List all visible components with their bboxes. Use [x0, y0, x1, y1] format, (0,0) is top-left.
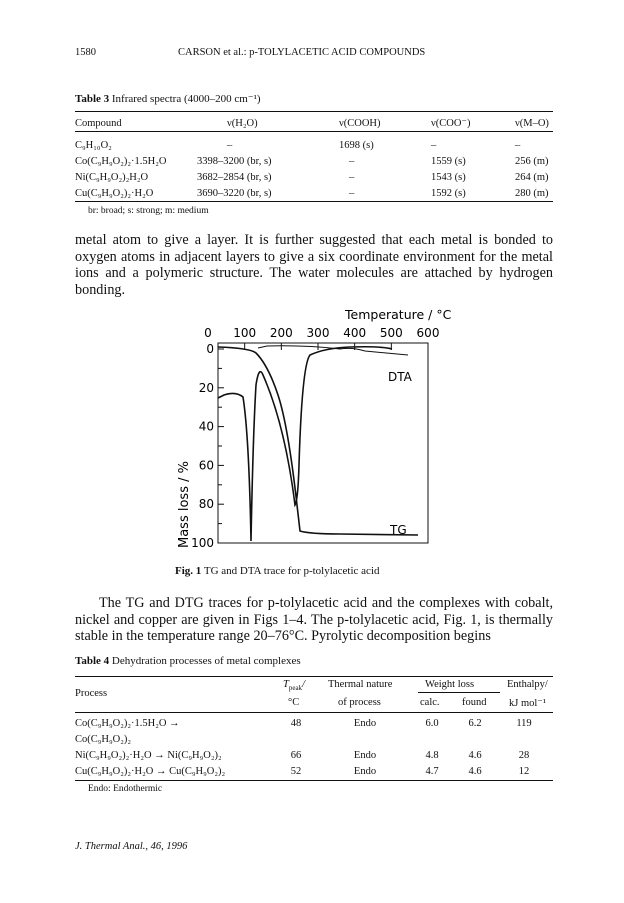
- table4-caption-text: Dehydration processes of metal complexes: [111, 655, 301, 667]
- table4-header-calc: calc.: [420, 697, 440, 708]
- table3-cell: 3690–3220 (br, s): [197, 187, 272, 199]
- temperature-tick-label: 100: [233, 326, 257, 340]
- table4-process-line: Co(C₉H₉O₂)₂·1.5H₂O →: [75, 718, 180, 729]
- table3-footnote: br: broad; s: strong; m: medium: [88, 206, 209, 216]
- table3-header-cell: ν(M–O): [515, 117, 549, 129]
- table3-header-cell: ν(COOH): [339, 117, 381, 129]
- table4-cell: Endo: [353, 718, 377, 729]
- table3-caption: [75, 92, 261, 105]
- weight-loss-rule: [418, 692, 500, 693]
- table4-label: Table 4: [75, 655, 110, 667]
- table4-cell: Endo: [353, 750, 377, 761]
- body-paragraph: metal atom to give a layer. It is further suggested that each metal is bonded to oxygen atoms in adjacent layers to give a six coordinate environment for the metal ions and a polymeric structure. The water molecules are attached by hydrogen bonding.: [75, 232, 553, 298]
- table4-header-tpeak: $T_{peak}/$: [283, 679, 305, 693]
- table3-caption-text: Infrared spectra (4000–200 cm⁻¹): [111, 93, 261, 105]
- table4-cell: 48: [290, 718, 302, 729]
- table3-cell: –: [349, 187, 355, 199]
- table3-cell: –: [515, 139, 521, 151]
- table4-cell: Endo: [353, 766, 377, 777]
- table4-cell: 4.8: [425, 750, 439, 761]
- table3-header-cell: ν(COO⁻): [431, 118, 471, 129]
- temperature-axis-title: Temperature / °C: [345, 307, 452, 322]
- table4-header-rule: [75, 712, 553, 713]
- temperature-tick-label: 300: [306, 326, 330, 340]
- temperature-tick-label: 500: [379, 326, 403, 340]
- table3-cell: Co(C₉H₉O₂)₂·1.5H₂O: [75, 155, 167, 167]
- table4-top-rule: [75, 676, 553, 677]
- mass-tick-labels: [191, 342, 214, 550]
- temperature-tick-label: 400: [343, 326, 367, 340]
- table3-cell: –: [227, 139, 233, 151]
- body-paragraph: The TG and DTG traces for p-tolylacetic acid and the complexes with cobalt, nickel and copper are given in Figs 1–4. The p-tolylacetic acid, Fig. 1, is thermally stable in the temperature range 20–76°C. Pyrolytic decomposition begins: [75, 595, 553, 645]
- table4-bottom-rule: [75, 780, 553, 781]
- table4-col-enthalpy: [512, 716, 536, 780]
- mass-tick-label: 60: [198, 458, 214, 473]
- table3-cell: 256 (m): [515, 155, 549, 167]
- table3-cell: Cu(C₉H₉O₂)₂·H₂O: [75, 187, 154, 199]
- table4-col-found: [463, 716, 487, 780]
- table3-cell: 280 (m): [515, 187, 549, 199]
- table4-header-weight: Weight loss: [425, 679, 475, 690]
- temperature-tick-label: 200: [269, 326, 293, 340]
- figure-caption-text: TG and DTA trace for p-tolylacetic acid: [203, 565, 380, 577]
- table3-cell: C₉H₁₀O₂: [75, 139, 112, 151]
- table4-cell: 4.6: [468, 766, 482, 777]
- table4-cell-process: [75, 716, 225, 780]
- table4-header-process: Process: [75, 688, 108, 699]
- temperature-tick-label: 0: [204, 326, 212, 340]
- table3-cell: 1559 (s): [431, 155, 466, 167]
- table4-cell: 6.2: [468, 718, 482, 729]
- table-row: [75, 169, 553, 185]
- temperature-tick-label: 600: [416, 326, 440, 340]
- table3-header-cell: ν(H₂O): [227, 117, 258, 129]
- table3-cell: –: [349, 171, 355, 183]
- table4-process-line: Co(C₉H₉O₂)₂: [75, 734, 132, 745]
- table3-cell: 264 (m): [515, 171, 549, 183]
- mass-tick-label: 40: [198, 419, 214, 434]
- table4-process-line: Cu(C₉H₉O₂)₂·H₂O → Cu(C₉H₉O₂)₂: [75, 766, 226, 777]
- mass-tick-label: 80: [198, 497, 214, 512]
- dta-curve: [218, 347, 392, 541]
- table4-cell: 66: [290, 750, 302, 761]
- figure-1: [160, 305, 460, 562]
- page-number: 1580: [75, 47, 96, 58]
- table4-cell: 12: [518, 766, 530, 777]
- table3-cell: 3398–3200 (br, s): [197, 155, 272, 167]
- table4-cell: 28: [518, 750, 530, 761]
- table3-cell: 3682–2854 (br, s): [197, 171, 272, 183]
- table3-cell: 1592 (s): [431, 187, 466, 199]
- table4-caption: [75, 655, 301, 667]
- mass-tick-label: 100: [191, 536, 214, 550]
- table3-header-cell: Compound: [75, 117, 122, 129]
- figure-caption-label: Fig. 1: [175, 565, 202, 577]
- table4-process-line: Ni(C₉H₉O₂)₂·H₂O → Ni(C₉H₉O₂)₂: [75, 750, 222, 761]
- temperature-tick-labels: [204, 326, 439, 340]
- table4-col-nature: [345, 716, 385, 780]
- table4-cell: 119: [516, 718, 532, 729]
- table3-cell: –: [431, 139, 437, 151]
- table3-cell: –: [349, 155, 355, 167]
- table4-header-enthalpy: Enthalpy/: [507, 679, 548, 690]
- table4-col-tpeak: [286, 716, 306, 780]
- running-title: CARSON et al.: p-TOLYLACETIC ACID COMPOUNDS: [178, 47, 426, 58]
- table3-top-rule: [75, 111, 553, 112]
- table3-cell: 1698 (s): [339, 139, 374, 151]
- table3-bottom-rule: [75, 201, 553, 202]
- table4-header-thermal2: of process: [338, 697, 381, 708]
- table4-cell: 52: [290, 766, 302, 777]
- table-row: [75, 153, 553, 169]
- tg-label: TG: [390, 523, 407, 537]
- mass-tick-label: 0: [206, 342, 214, 356]
- table4-cell: 4.7: [425, 766, 439, 777]
- table4-cell: 6.0: [425, 718, 439, 729]
- table4-cell: 4.6: [468, 750, 482, 761]
- figure-caption: [175, 565, 380, 577]
- table4-header-tpeak-unit: °C: [288, 697, 300, 708]
- table3-cell: Ni(C₉H₉O₂)₂H₂O: [75, 171, 149, 183]
- mass-loss-axis-title: Mass loss / %: [177, 461, 192, 548]
- table-row: [75, 137, 553, 153]
- table4-col-calc: [420, 716, 444, 780]
- table4-footnote: Endo: Endothermic: [88, 784, 163, 794]
- table3-header-row: [75, 115, 553, 131]
- table4-header-enthalpy2: kJ mol⁻¹: [509, 698, 546, 709]
- table-row: [75, 185, 553, 201]
- table3-label: Table 3: [75, 93, 110, 105]
- table3-cell: 1543 (s): [431, 171, 466, 183]
- table3: [75, 115, 553, 201]
- table4-header-found: found: [462, 697, 487, 708]
- dta-label: DTA: [388, 370, 412, 384]
- table4-header-thermal: Thermal nature: [328, 679, 393, 690]
- mass-tick-label: 20: [198, 380, 214, 395]
- journal-footer: J. Thermal Anal., 46, 1996: [75, 841, 188, 852]
